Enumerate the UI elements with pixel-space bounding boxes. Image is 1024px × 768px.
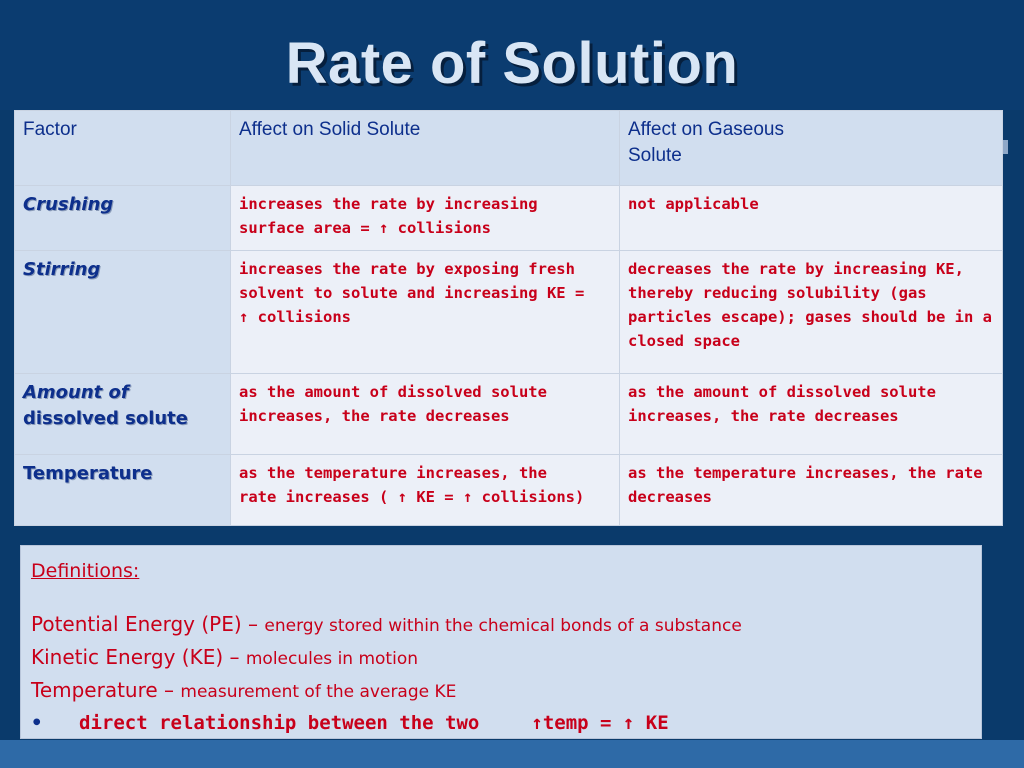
gas-effect-cell: as the amount of dissolved solute increases, the rate decreases bbox=[620, 374, 1003, 455]
header-factor: Factor bbox=[15, 111, 231, 186]
solid-effect-cell: increases the rate by exposing fresh solvent to solute and increasing KE = ↑ collisions bbox=[231, 251, 620, 374]
slide-title: Rate of Solution bbox=[285, 31, 739, 96]
up-arrow-icon: ↑ bbox=[462, 488, 473, 506]
table-row bbox=[15, 455, 1003, 526]
solid-effect-cell: as the amount of dissolved solute increases, the rate decreases bbox=[231, 374, 620, 455]
solid-effect-cell: as the temperature increases, the rate increases ( ↑ KE = ↑ collisions) bbox=[231, 455, 620, 526]
table-row bbox=[15, 186, 1003, 251]
solid-effect-cell: increases the rate by increasing surface area = ↑ collisions bbox=[231, 186, 620, 251]
header-solid-solute: Affect on Solid Solute bbox=[231, 111, 620, 186]
bottom-band bbox=[0, 740, 1024, 768]
gas-effect-cell: not applicable bbox=[620, 186, 1003, 251]
bullet-icon: • bbox=[31, 712, 43, 734]
up-arrow-icon: ↑ bbox=[531, 712, 543, 734]
gas-effect-cell: decreases the rate by increasing KE, thereby reducing solubility (gas particles escape); gases should be in a closed space bbox=[620, 251, 1003, 374]
table-row bbox=[15, 374, 1003, 455]
definition-ke: Kinetic Energy (KE) – molecules in motion bbox=[31, 645, 418, 669]
definitions-box bbox=[20, 545, 982, 739]
up-arrow-icon: ↑ bbox=[239, 308, 249, 326]
factor-cell: Crushing bbox=[15, 186, 231, 251]
definition-pe: Potential Energy (PE) – energy stored within the chemical bonds of a substance bbox=[31, 612, 742, 636]
rate-table bbox=[14, 110, 1003, 526]
header-gaseous-solute: Affect on Gaseous Solute bbox=[620, 111, 1003, 186]
up-arrow-icon: ↑ bbox=[378, 219, 389, 237]
factor-cell: Amount of dissolved solute bbox=[15, 374, 231, 455]
definition-temperature: Temperature – measurement of the average KE bbox=[31, 678, 457, 702]
gas-effect-cell: as the temperature increases, the rate decreases bbox=[620, 455, 1003, 526]
table-row bbox=[15, 251, 1003, 374]
up-arrow-icon: ↑ bbox=[397, 488, 407, 506]
table-header-row bbox=[15, 111, 1003, 186]
factor-cell: Stirring bbox=[15, 251, 231, 374]
factor-cell: Temperature bbox=[15, 455, 231, 526]
definitions-heading: Definitions: bbox=[31, 560, 140, 582]
up-arrow-icon: ↑ bbox=[622, 712, 635, 734]
definition-bullet: • direct relationship between the two ↑temp = ↑ KE bbox=[31, 708, 971, 739]
